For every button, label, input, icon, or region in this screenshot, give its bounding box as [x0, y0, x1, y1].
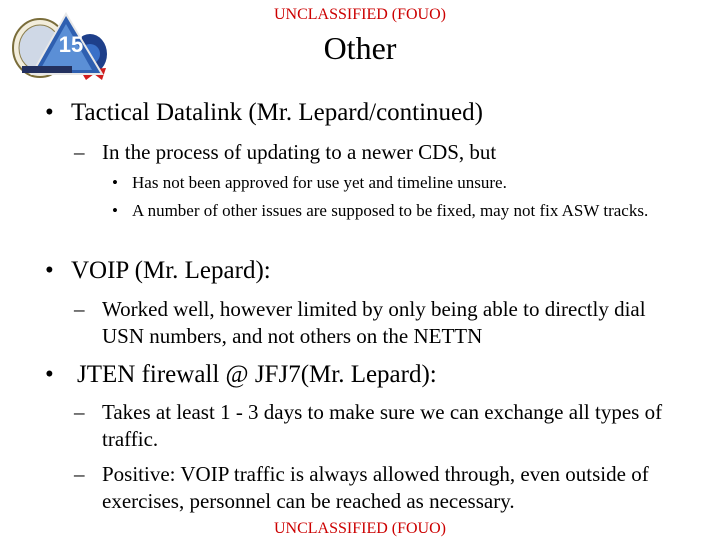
bullet-jten-firewall: • JTEN firewall @ JFJ7(Mr. Lepard):: [45, 360, 685, 390]
sub-bullet-text: Worked well, however limited by only being able to directly dial USN numbers, and not others on the NETTN: [102, 297, 646, 348]
sub-sub-bullet-text: A number of other issues are supposed to be fixed, may not fix ASW tracks.: [132, 201, 649, 220]
bullet-text: Tactical Datalink (Mr. Lepard/continued): [71, 99, 483, 126]
bullet-voip: • VOIP (Mr. Lepard):: [45, 256, 685, 286]
classification-banner-top: UNCLASSIFIED (FOUO): [273, 6, 446, 23]
sub-bullet-text: Positive: VOIP traffic is always allowed through, even outside of exercises, personnel can be reached as necessary.: [102, 462, 649, 513]
sub-sub-bullet-text: Has not been approved for use yet and timeline unsure.: [132, 173, 507, 192]
classification-banner-bottom: UNCLASSIFIED (FOUO): [273, 520, 446, 537]
sub-bullet-cds-update: – In the process of updating to a newer CDS, but: [74, 139, 684, 166]
sub-sub-bullet-not-approved: • Has not been approved for use yet and timeline unsure.: [112, 171, 672, 195]
logo-number: 15: [58, 32, 84, 57]
bullet-tactical-datalink: • Tactical Datalink (Mr. Lepard/continued): [45, 98, 685, 128]
sub-bullet-voip-worked: – Worked well, however limited by only being able to directly dial USN numbers, and not others on the NETTN: [74, 296, 674, 350]
sub-bullet-takes-days: – Takes at least 1 - 3 days to make sure we can exchange all types of traffic.: [74, 399, 684, 453]
sub-bullet-text: In the process of updating to a newer CDS, but: [102, 140, 497, 164]
sub-bullet-text: Takes at least 1 - 3 days to make sure we can exchange all types of traffic.: [102, 400, 663, 451]
bullet-text: JTEN firewall @ JFJ7(Mr. Lepard):: [77, 361, 437, 388]
bullet-text: VOIP (Mr. Lepard):: [71, 257, 271, 284]
sub-sub-bullet-other-issues: • A number of other issues are supposed to be fixed, may not fix ASW tracks.: [112, 199, 672, 223]
sub-bullet-voip-allowed: – Positive: VOIP traffic is always allowed through, even outside of exercises, personnel can be reached as necessary.: [74, 461, 694, 515]
slide-title: Other: [323, 30, 397, 66]
